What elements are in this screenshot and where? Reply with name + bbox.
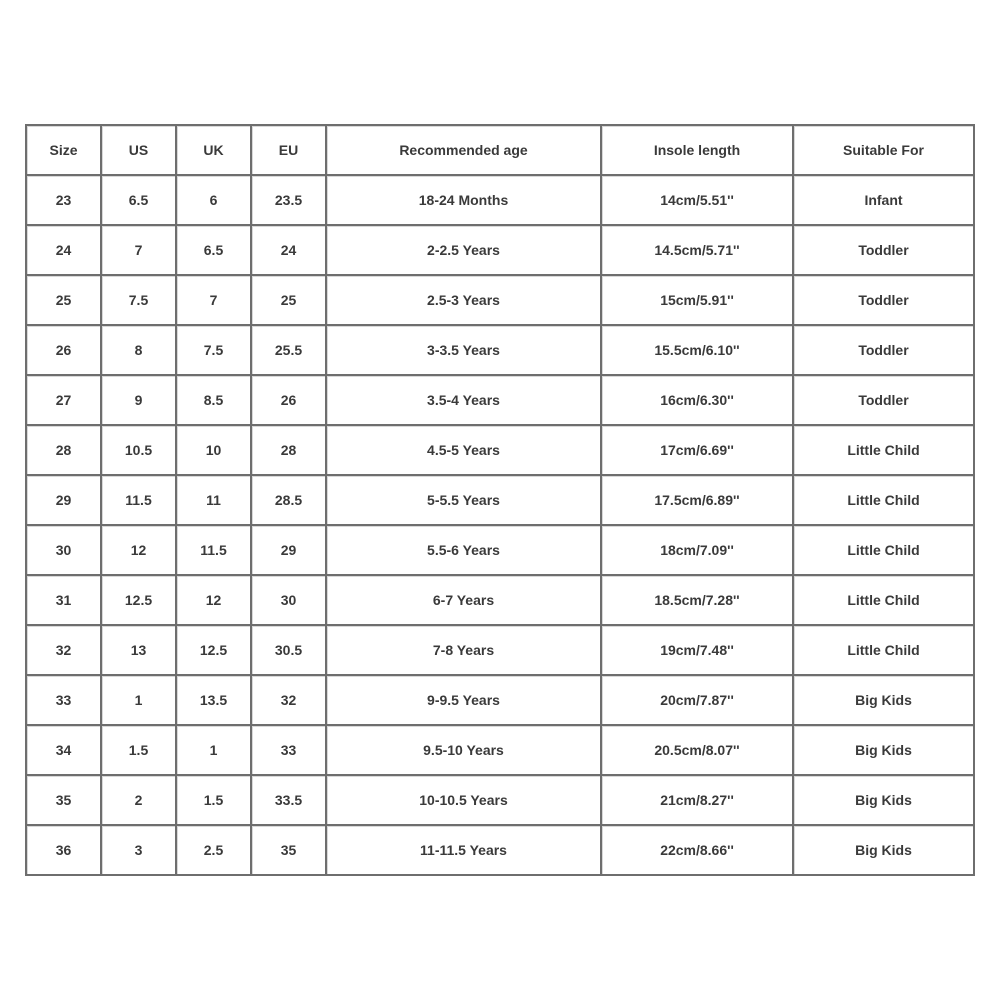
cell-uk: 7	[177, 276, 252, 326]
cell-size: 36	[27, 826, 102, 876]
cell-eu: 25.5	[252, 326, 327, 376]
cell-recommended-age: 2-2.5 Years	[327, 226, 602, 276]
cell-us: 7	[102, 226, 177, 276]
header-us: US	[102, 126, 177, 176]
cell-uk: 13.5	[177, 676, 252, 726]
table-row	[27, 576, 975, 626]
cell-us: 13	[102, 626, 177, 676]
cell-us: 2	[102, 776, 177, 826]
table-row	[27, 776, 975, 826]
header-recommended-age: Recommended age	[327, 126, 602, 176]
cell-suitable-for: Big Kids	[794, 826, 975, 876]
table-row	[27, 676, 975, 726]
table-row	[27, 326, 975, 376]
table-row	[27, 476, 975, 526]
cell-eu: 32	[252, 676, 327, 726]
cell-size: 31	[27, 576, 102, 626]
cell-eu: 35	[252, 826, 327, 876]
cell-size: 27	[27, 376, 102, 426]
cell-eu: 28.5	[252, 476, 327, 526]
cell-uk: 8.5	[177, 376, 252, 426]
cell-recommended-age: 3.5-4 Years	[327, 376, 602, 426]
table-row	[27, 376, 975, 426]
cell-us: 12.5	[102, 576, 177, 626]
table-row	[27, 226, 975, 276]
header-suitable-for: Suitable For	[794, 126, 975, 176]
cell-recommended-age: 5.5-6 Years	[327, 526, 602, 576]
header-uk: UK	[177, 126, 252, 176]
cell-eu: 23.5	[252, 176, 327, 226]
cell-suitable-for: Little Child	[794, 426, 975, 476]
cell-size: 29	[27, 476, 102, 526]
cell-recommended-age: 11-11.5 Years	[327, 826, 602, 876]
cell-us: 3	[102, 826, 177, 876]
cell-insole-length: 16cm/6.30''	[602, 376, 794, 426]
cell-insole-length: 15cm/5.91''	[602, 276, 794, 326]
cell-insole-length: 14.5cm/5.71''	[602, 226, 794, 276]
cell-us: 1.5	[102, 726, 177, 776]
cell-recommended-age: 2.5-3 Years	[327, 276, 602, 326]
cell-recommended-age: 3-3.5 Years	[327, 326, 602, 376]
cell-recommended-age: 9.5-10 Years	[327, 726, 602, 776]
cell-uk: 12	[177, 576, 252, 626]
cell-suitable-for: Toddler	[794, 376, 975, 426]
cell-suitable-for: Toddler	[794, 326, 975, 376]
cell-uk: 11	[177, 476, 252, 526]
cell-us: 11.5	[102, 476, 177, 526]
cell-size: 26	[27, 326, 102, 376]
cell-us: 9	[102, 376, 177, 426]
cell-uk: 6.5	[177, 226, 252, 276]
size-chart-body	[27, 176, 975, 876]
cell-insole-length: 18cm/7.09''	[602, 526, 794, 576]
cell-insole-length: 17.5cm/6.89''	[602, 476, 794, 526]
cell-uk: 7.5	[177, 326, 252, 376]
cell-size: 23	[27, 176, 102, 226]
cell-eu: 33.5	[252, 776, 327, 826]
cell-insole-length: 15.5cm/6.10''	[602, 326, 794, 376]
cell-suitable-for: Little Child	[794, 526, 975, 576]
cell-insole-length: 19cm/7.48''	[602, 626, 794, 676]
cell-suitable-for: Big Kids	[794, 726, 975, 776]
size-chart-table	[25, 124, 975, 876]
cell-us: 7.5	[102, 276, 177, 326]
cell-suitable-for: Big Kids	[794, 776, 975, 826]
cell-eu: 30	[252, 576, 327, 626]
header-insole-length: Insole length	[602, 126, 794, 176]
cell-recommended-age: 9-9.5 Years	[327, 676, 602, 726]
cell-recommended-age: 6-7 Years	[327, 576, 602, 626]
cell-eu: 29	[252, 526, 327, 576]
cell-recommended-age: 5-5.5 Years	[327, 476, 602, 526]
cell-insole-length: 22cm/8.66''	[602, 826, 794, 876]
cell-size: 25	[27, 276, 102, 326]
cell-us: 10.5	[102, 426, 177, 476]
cell-uk: 11.5	[177, 526, 252, 576]
cell-insole-length: 18.5cm/7.28''	[602, 576, 794, 626]
cell-size: 35	[27, 776, 102, 826]
cell-uk: 12.5	[177, 626, 252, 676]
cell-insole-length: 17cm/6.69''	[602, 426, 794, 476]
cell-recommended-age: 18-24 Months	[327, 176, 602, 226]
cell-uk: 2.5	[177, 826, 252, 876]
table-row	[27, 526, 975, 576]
cell-eu: 33	[252, 726, 327, 776]
cell-eu: 30.5	[252, 626, 327, 676]
cell-suitable-for: Little Child	[794, 576, 975, 626]
cell-eu: 28	[252, 426, 327, 476]
cell-recommended-age: 10-10.5 Years	[327, 776, 602, 826]
table-row	[27, 276, 975, 326]
cell-size: 28	[27, 426, 102, 476]
cell-us: 1	[102, 676, 177, 726]
cell-eu: 24	[252, 226, 327, 276]
cell-uk: 1.5	[177, 776, 252, 826]
cell-us: 8	[102, 326, 177, 376]
cell-size: 24	[27, 226, 102, 276]
cell-eu: 26	[252, 376, 327, 426]
table-row	[27, 626, 975, 676]
cell-size: 34	[27, 726, 102, 776]
header-eu: EU	[252, 126, 327, 176]
table-row	[27, 726, 975, 776]
header-size: Size	[27, 126, 102, 176]
table-row	[27, 176, 975, 226]
cell-insole-length: 20cm/7.87''	[602, 676, 794, 726]
header-row	[27, 126, 975, 176]
cell-size: 33	[27, 676, 102, 726]
cell-size: 30	[27, 526, 102, 576]
cell-us: 12	[102, 526, 177, 576]
cell-suitable-for: Toddler	[794, 226, 975, 276]
cell-uk: 10	[177, 426, 252, 476]
cell-recommended-age: 4.5-5 Years	[327, 426, 602, 476]
cell-uk: 1	[177, 726, 252, 776]
table-row	[27, 426, 975, 476]
cell-insole-length: 20.5cm/8.07''	[602, 726, 794, 776]
cell-suitable-for: Infant	[794, 176, 975, 226]
cell-suitable-for: Big Kids	[794, 676, 975, 726]
cell-eu: 25	[252, 276, 327, 326]
table-row	[27, 826, 975, 876]
cell-recommended-age: 7-8 Years	[327, 626, 602, 676]
cell-suitable-for: Toddler	[794, 276, 975, 326]
cell-suitable-for: Little Child	[794, 476, 975, 526]
cell-suitable-for: Little Child	[794, 626, 975, 676]
cell-insole-length: 21cm/8.27''	[602, 776, 794, 826]
cell-size: 32	[27, 626, 102, 676]
cell-insole-length: 14cm/5.51''	[602, 176, 794, 226]
cell-us: 6.5	[102, 176, 177, 226]
cell-uk: 6	[177, 176, 252, 226]
